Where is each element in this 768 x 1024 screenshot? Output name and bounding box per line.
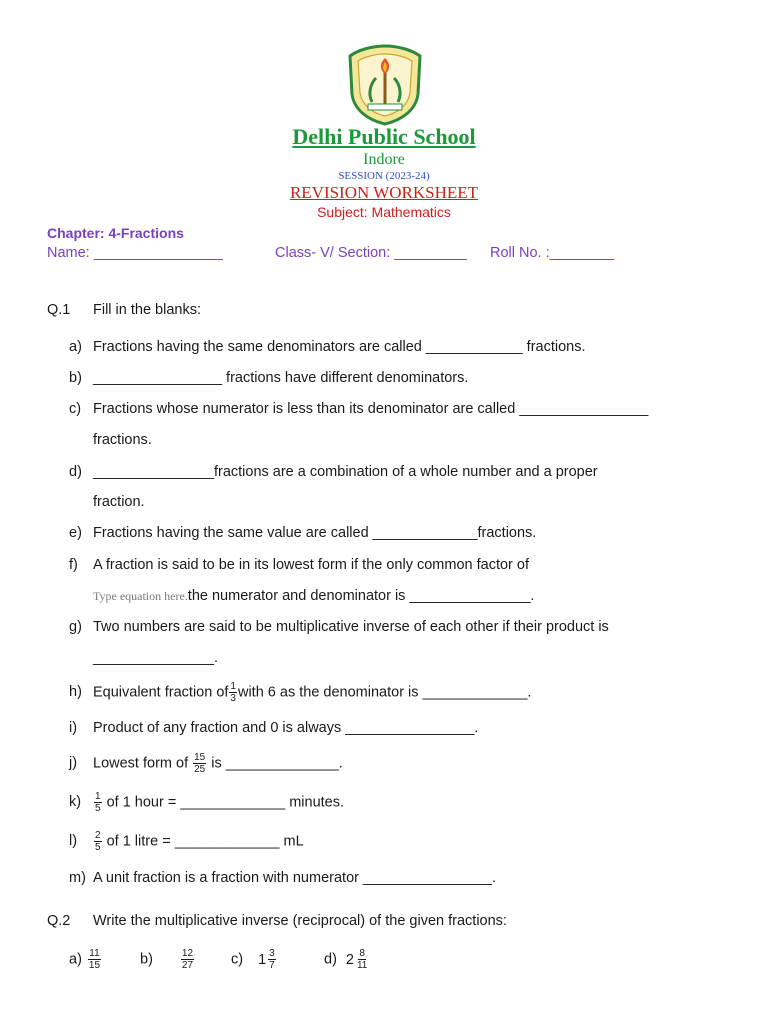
question-prompt: Fill in the blanks: bbox=[93, 302, 201, 318]
item-label: k) bbox=[69, 794, 82, 810]
item-text: _______________fractions are a combination of a whole number and a proper bbox=[93, 464, 598, 480]
list-item bbox=[0, 681, 768, 707]
item-label: j) bbox=[69, 755, 78, 771]
list-item bbox=[0, 791, 768, 817]
fraction-denominator: 5 bbox=[95, 803, 101, 814]
list-item bbox=[0, 339, 768, 359]
fraction-numerator: 3 bbox=[269, 948, 275, 959]
item-label: e) bbox=[69, 525, 82, 541]
fraction-denominator: 15 bbox=[88, 960, 101, 971]
item-label: c) bbox=[69, 401, 82, 417]
item-label: f) bbox=[69, 557, 78, 573]
item-label: d) bbox=[69, 464, 82, 480]
mixed-whole-number: 1 bbox=[258, 951, 267, 968]
fraction bbox=[193, 752, 206, 775]
question-2-heading bbox=[0, 913, 768, 933]
item-text: Fractions whose numerator is less than its denominator are called ________________ bbox=[93, 401, 649, 417]
fraction bbox=[268, 948, 276, 971]
question-prompt: Write the multiplicative inverse (reciprocal) of the given fractions: bbox=[93, 913, 507, 929]
roll-number-field: Roll No. :________ bbox=[490, 245, 615, 261]
item-text bbox=[93, 752, 343, 775]
class-section-field: Class- V/ Section: _________ bbox=[275, 245, 467, 261]
fraction-denominator: 25 bbox=[194, 764, 206, 775]
item-text-pre: Equivalent fraction of bbox=[93, 684, 229, 701]
item-label: c) bbox=[231, 951, 244, 968]
item-continuation-text: the numerator and denominator is _______________. bbox=[187, 588, 535, 604]
item-label: l) bbox=[69, 833, 78, 849]
list-item bbox=[0, 525, 768, 545]
item-text-pre: Lowest form of bbox=[93, 755, 193, 772]
item-label: a) bbox=[69, 339, 82, 355]
item-label: b) bbox=[69, 370, 82, 386]
chapter-label: Chapter: 4-Fractions bbox=[47, 225, 184, 241]
item-text: Fractions having the same value are called _____________fractions. bbox=[93, 525, 537, 541]
worksheet-title: REVISION WORKSHEET bbox=[289, 183, 479, 202]
item-text-post: of 1 litre = _____________ mL bbox=[102, 833, 304, 850]
fraction-numerator: 8 bbox=[359, 948, 365, 959]
school-name: Delhi Public School bbox=[292, 124, 476, 149]
fraction bbox=[356, 948, 368, 971]
fraction-denominator: 27 bbox=[181, 960, 194, 971]
list-item bbox=[0, 464, 768, 484]
item-label: g) bbox=[69, 619, 82, 635]
list-item bbox=[0, 619, 768, 639]
subject-label: Subject: Mathematics bbox=[317, 204, 451, 220]
question-1-heading bbox=[0, 302, 768, 322]
fraction bbox=[94, 830, 102, 853]
item-label: a) bbox=[69, 951, 82, 968]
school-city: Indore bbox=[363, 151, 405, 168]
item-label: h) bbox=[69, 684, 82, 700]
fraction bbox=[181, 948, 194, 971]
fraction bbox=[88, 948, 101, 971]
item-label: i) bbox=[69, 720, 78, 736]
fraction-numerator: 1 bbox=[95, 791, 101, 802]
item-text bbox=[93, 791, 344, 814]
school-crest-icon bbox=[346, 44, 424, 126]
fraction-denominator: 5 bbox=[95, 842, 101, 853]
list-item bbox=[0, 752, 768, 778]
item-text-post: of 1 hour = _____________ minutes. bbox=[102, 794, 345, 811]
item-text: Fractions having the same denominators are called ____________ fractions. bbox=[93, 339, 586, 355]
list-item bbox=[0, 870, 768, 890]
fraction-numerator: 12 bbox=[181, 948, 194, 959]
session-label: SESSION (2023-24) bbox=[338, 170, 430, 182]
question-number: Q.2 bbox=[47, 913, 71, 929]
item-continuation: fraction. bbox=[93, 494, 145, 510]
name-field: Name: ________________ bbox=[47, 245, 223, 261]
fraction-numerator: 1 bbox=[230, 681, 236, 692]
item-label: m) bbox=[69, 870, 86, 886]
fraction-denominator: 3 bbox=[230, 693, 236, 704]
item-continuation: fractions. bbox=[93, 432, 152, 448]
reciprocal-item bbox=[231, 948, 277, 971]
reciprocal-item bbox=[69, 948, 102, 971]
item-continuation bbox=[93, 588, 534, 604]
fraction-denominator: 7 bbox=[269, 960, 275, 971]
item-text-post: with 6 as the denominator is _____________. bbox=[237, 684, 532, 701]
reciprocal-item bbox=[140, 948, 195, 971]
item-label: d) bbox=[324, 951, 337, 968]
question-number: Q.1 bbox=[47, 302, 71, 318]
list-item bbox=[0, 557, 768, 577]
item-text bbox=[93, 681, 531, 704]
item-text: A fraction is said to be in its lowest form if the only common factor of bbox=[93, 557, 529, 573]
item-label: b) bbox=[140, 951, 153, 968]
item-text: A unit fraction is a fraction with numerator ________________. bbox=[93, 870, 497, 886]
fraction-numerator: 11 bbox=[89, 948, 100, 959]
list-item bbox=[0, 370, 768, 390]
mixed-whole-number: 2 bbox=[345, 951, 354, 968]
list-item bbox=[0, 401, 768, 421]
fraction bbox=[229, 681, 237, 704]
fraction-numerator: 2 bbox=[95, 830, 101, 841]
fraction bbox=[94, 791, 102, 814]
list-item bbox=[0, 830, 768, 856]
item-text: Product of any fraction and 0 is always ________________. bbox=[93, 720, 479, 736]
item-text bbox=[93, 830, 304, 853]
item-text: ________________ fractions have different denominators. bbox=[93, 370, 469, 386]
fraction-numerator: 15 bbox=[194, 752, 206, 763]
fraction-denominator: 11 bbox=[356, 960, 368, 971]
item-text-post: is ______________. bbox=[207, 755, 343, 772]
reciprocal-item bbox=[324, 948, 369, 971]
equation-placeholder: Type equation here. bbox=[93, 589, 188, 603]
list-item bbox=[0, 720, 768, 740]
item-text: Two numbers are said to be multiplicative inverse of each other if their product is bbox=[93, 619, 609, 635]
item-continuation: _______________. bbox=[93, 650, 218, 666]
